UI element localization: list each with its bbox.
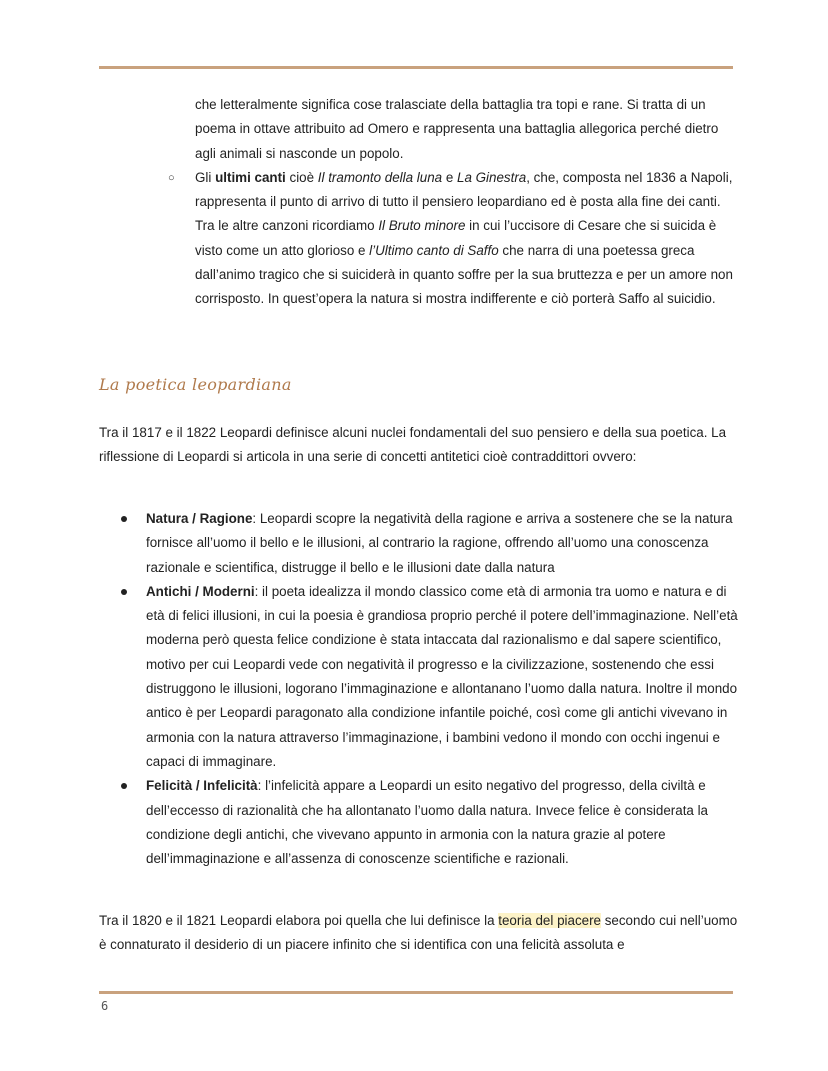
list-item-text: : Leopardi scopre la negatività della ragione e arriva a sostenere che se la natura fornisce all’uomo il bello e le illusioni, al contrario la ragione, offrendo all’uomo una conoscenza razionale e scientifica, distrugge il bello e le illusioni date dalla natura [146, 511, 733, 575]
list-item-term: Natura / Ragione [146, 511, 253, 526]
header-rule [99, 66, 733, 69]
circle-bullet-icon: ○ [168, 171, 175, 184]
sub-list [168, 93, 740, 312]
sub-list-item-ultimi-canti: ○ Gli ultimi canti cioè Il tramonto della luna e La Ginestra, che, composta nel 1836 a Napoli, rappresenta il punto di arrivo di tutto il pensiero leopardiano ed è posta alla fine dei canti. Tra le altre canzoni ricordiamo Il Bruto minore in cui l’uccisore di Cesare che si suicida è visto come un atto glorioso e l’Ultimo canto di Saffo che narra di una poetessa greca dall’animo tragico che si suiciderà in quanto soffre per la sua bruttezza e per un amore non corrisposto. In quest’opera la natura si mostra indifferente e ciò porterà Saffo al suicidio. [195, 166, 740, 312]
highlighted-term: teoria del piacere [498, 913, 601, 928]
closing-paragraph: Tra il 1820 e il 1821 Leopardi elabora poi quella che lui definisce la teoria del piacere secondo cui nell’uomo è connaturato il desiderio di un piacere infinito che si identifica con una felicità assoluta e [99, 913, 738, 953]
title-tramonto: Il tramonto della luna [317, 169, 443, 185]
title-ginestra: La Ginestra [457, 169, 527, 185]
sub-list-continuation: che letteralmente significa cose tralasciate della battaglia tra topi e rane. Si tratta di un poema in ottave attribuito ad Omero e rappresenta una battaglia allegorica perché dietro agli animali si nasconde un popolo. [195, 97, 719, 161]
footer-rule [99, 991, 733, 994]
list-item-text: : il poeta idealizza il mondo classico come età di armonia tra uomo e natura e di età di felici illusioni, in cui la poesia è grandiosa proprio perché il potere dell’immaginazione. Nell’età moderna però questa felice condizione è stata intaccata dal razionalismo e dal sapere scientifico, motivo per cui Leopardi vede con negatività il progresso e la civilizzazione, sostenendo che essi distruggono le illusioni, logorano l’immaginazione e allontanano l’uomo dalla natura. Inoltre il mondo antico è per Leopardi paragonato alla condizione infantile poiché, così come gli antichi vivevano in armonia con la natura attraverso l’immaginazione, i bambini vedono il mondo con occhi ingenui e capaci di immaginare. [146, 583, 738, 769]
list-item-term: Felicità / Infelicità [146, 778, 258, 794]
term-ultimi-canti: ultimi canti [215, 169, 286, 185]
intro-paragraph: Tra il 1817 e il 1822 Leopardi definisce alcuni nuclei fondamentali del suo pensiero e della sua poetica. La riflessione di Leopardi si articola in una serie di concetti antitetici cioè contraddittori ovvero: [99, 425, 727, 465]
list-item-term: Antichi / Moderni [146, 583, 255, 599]
bullet-icon [121, 589, 127, 595]
section-title: La poetica leopardiana [99, 375, 292, 394]
title-bruto-minore: Il Bruto minore [378, 218, 466, 234]
concepts-list [146, 507, 738, 871]
page-number: 6 [101, 999, 109, 1013]
list-item [146, 774, 738, 871]
bullet-icon [121, 783, 127, 789]
list-item [146, 580, 738, 774]
list-item [146, 507, 738, 580]
list-item-text: : l’infelicità appare a Leopardi un esito negativo del progresso, della civiltà e dell’eccesso di razionalità che ha allontanato l’uomo dalla natura. Invece felice è considerata la condizione degli antichi, che vivevano appunto in armonia con la natura grazie al potere dell’immaginazione e all’assenza di conoscenze scientifiche e razionali. [146, 778, 709, 867]
title-ultimo-canto-saffo: l’Ultimo canto di Saffo [369, 242, 499, 258]
bullet-icon [121, 516, 127, 522]
